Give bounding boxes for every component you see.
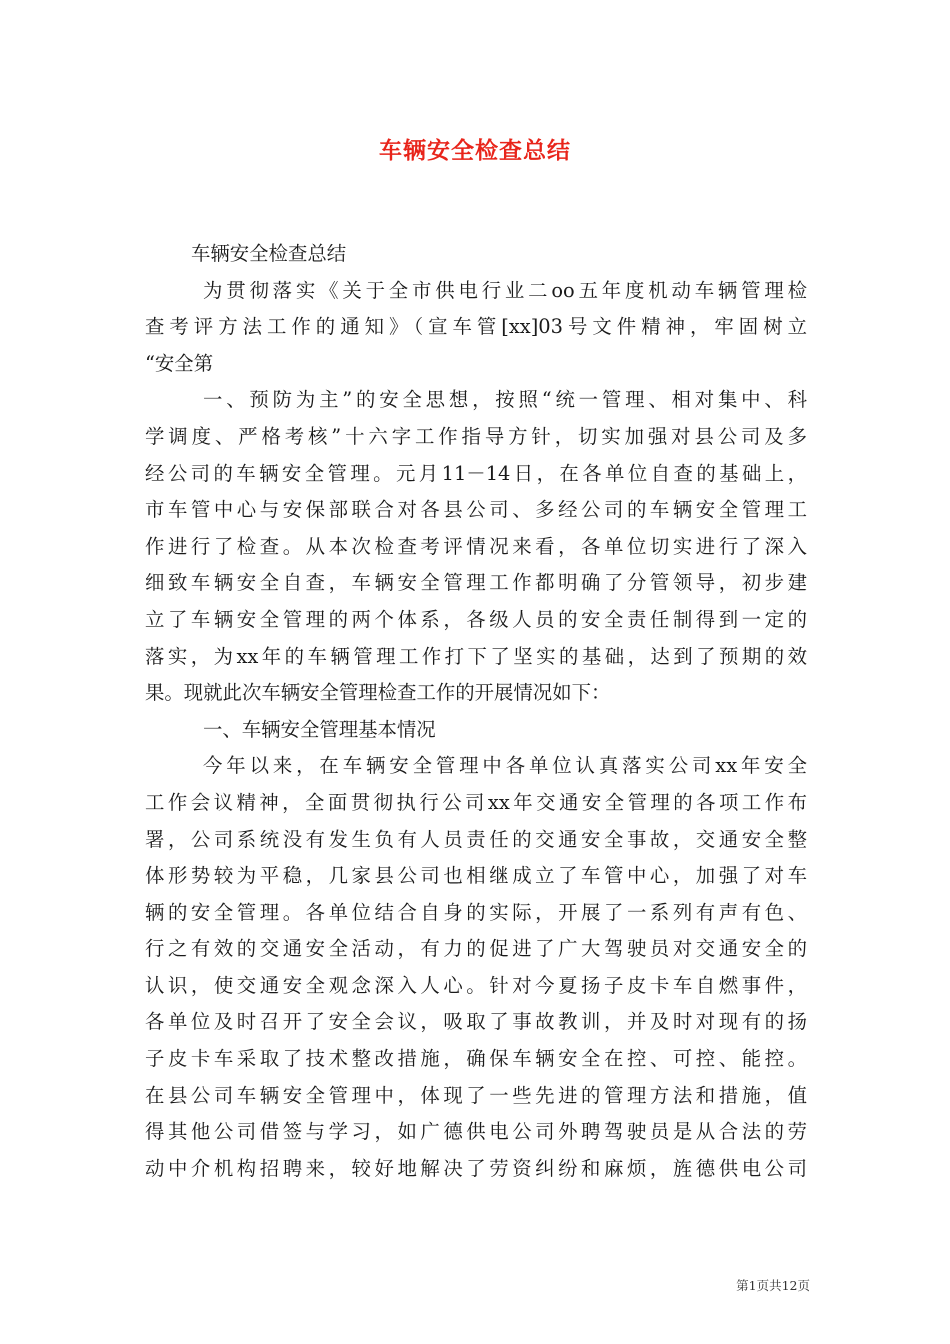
body-line: 体形势较为平稳，几家县公司也相继成立了车管中心，加强了对车: [145, 864, 807, 888]
body-line: 动中介机构招聘来，较好地解决了劳资纠纷和麻烦，旌德供电公司: [145, 1156, 807, 1180]
body-line: 行之有效的交通安全活动，有力的促进了广大驾驶员对交通安全的: [145, 937, 807, 961]
body-line: 落实，为xx年的车辆管理工作打下了坚实的基础，达到了预期的效: [145, 644, 807, 668]
body-line: 在县公司车辆安全管理中，体现了一些先进的管理方法和措施，值: [145, 1083, 807, 1107]
body-line: “安全第: [145, 351, 214, 375]
page-footer: 第1页共12页: [736, 1278, 810, 1293]
body-line: 细致车辆安全自查，车辆安全管理工作都明确了分管领导，初步建: [145, 571, 807, 595]
body-line: 市车管中心与安保部联合对各县公司、多经公司的车辆安全管理工: [145, 498, 807, 522]
body-line: 立了车辆安全管理的两个体系，各级人员的安全责任制得到一定的: [145, 607, 807, 631]
body-line: 各单位及时召开了安全会议，吸取了事故教训，并及时对现有的扬: [145, 1010, 807, 1034]
body-line: 作进行了检查。从本次检查考评情况来看，各单位切实进行了深入: [145, 534, 807, 558]
body-line: 子皮卡车采取了技术整改措施，确保车辆安全在控、可控、能控。: [145, 1047, 807, 1071]
body-line: 署，公司系统没有发生负有人员责任的交通安全事故，交通安全整: [145, 827, 807, 851]
body-line: 为贯彻落实《关于全市供电行业二oo五年度机动车辆管理检: [203, 278, 807, 302]
body-line: 果。现就此次车辆安全管理检查工作的开展情况如下：: [145, 681, 611, 705]
body-line: 车辆安全检查总结: [191, 242, 347, 265]
body-line: 工作会议精神，全面贯彻执行公司xx年交通安全管理的各项工作布: [145, 790, 807, 814]
body-line: 经公司的车辆安全管理。元月11－14日，在各单位自查的基础上，: [145, 461, 807, 485]
body-line: 一、预防为主”的安全思想，按照“统一管理、相对集中、科: [203, 388, 807, 412]
document-body: [145, 236, 807, 1187]
body-line: 认识，使交通安全观念深入人心。针对今夏扬子皮卡车自燃事件，: [145, 973, 807, 997]
body-line: 得其他公司借签与学习，如广德供电公司外聘驾驶员是从合法的劳: [145, 1120, 807, 1144]
body-line: 辆的安全管理。各单位结合自身的实际，开展了一系列有声有色、: [145, 900, 807, 924]
body-line: 查考评方法工作的通知》（宣车管[xx]03号文件精神，牢固树立: [145, 315, 807, 339]
body-line: 一、车辆安全管理基本情况: [203, 717, 436, 741]
document-title: 车辆安全检查总结: [379, 137, 571, 164]
body-line: 今年以来，在车辆安全管理中各单位认真落实公司xx年安全: [203, 754, 807, 778]
body-line: 学调度、严格考核”十六字工作指导方针，切实加强对县公司及多: [145, 424, 807, 448]
